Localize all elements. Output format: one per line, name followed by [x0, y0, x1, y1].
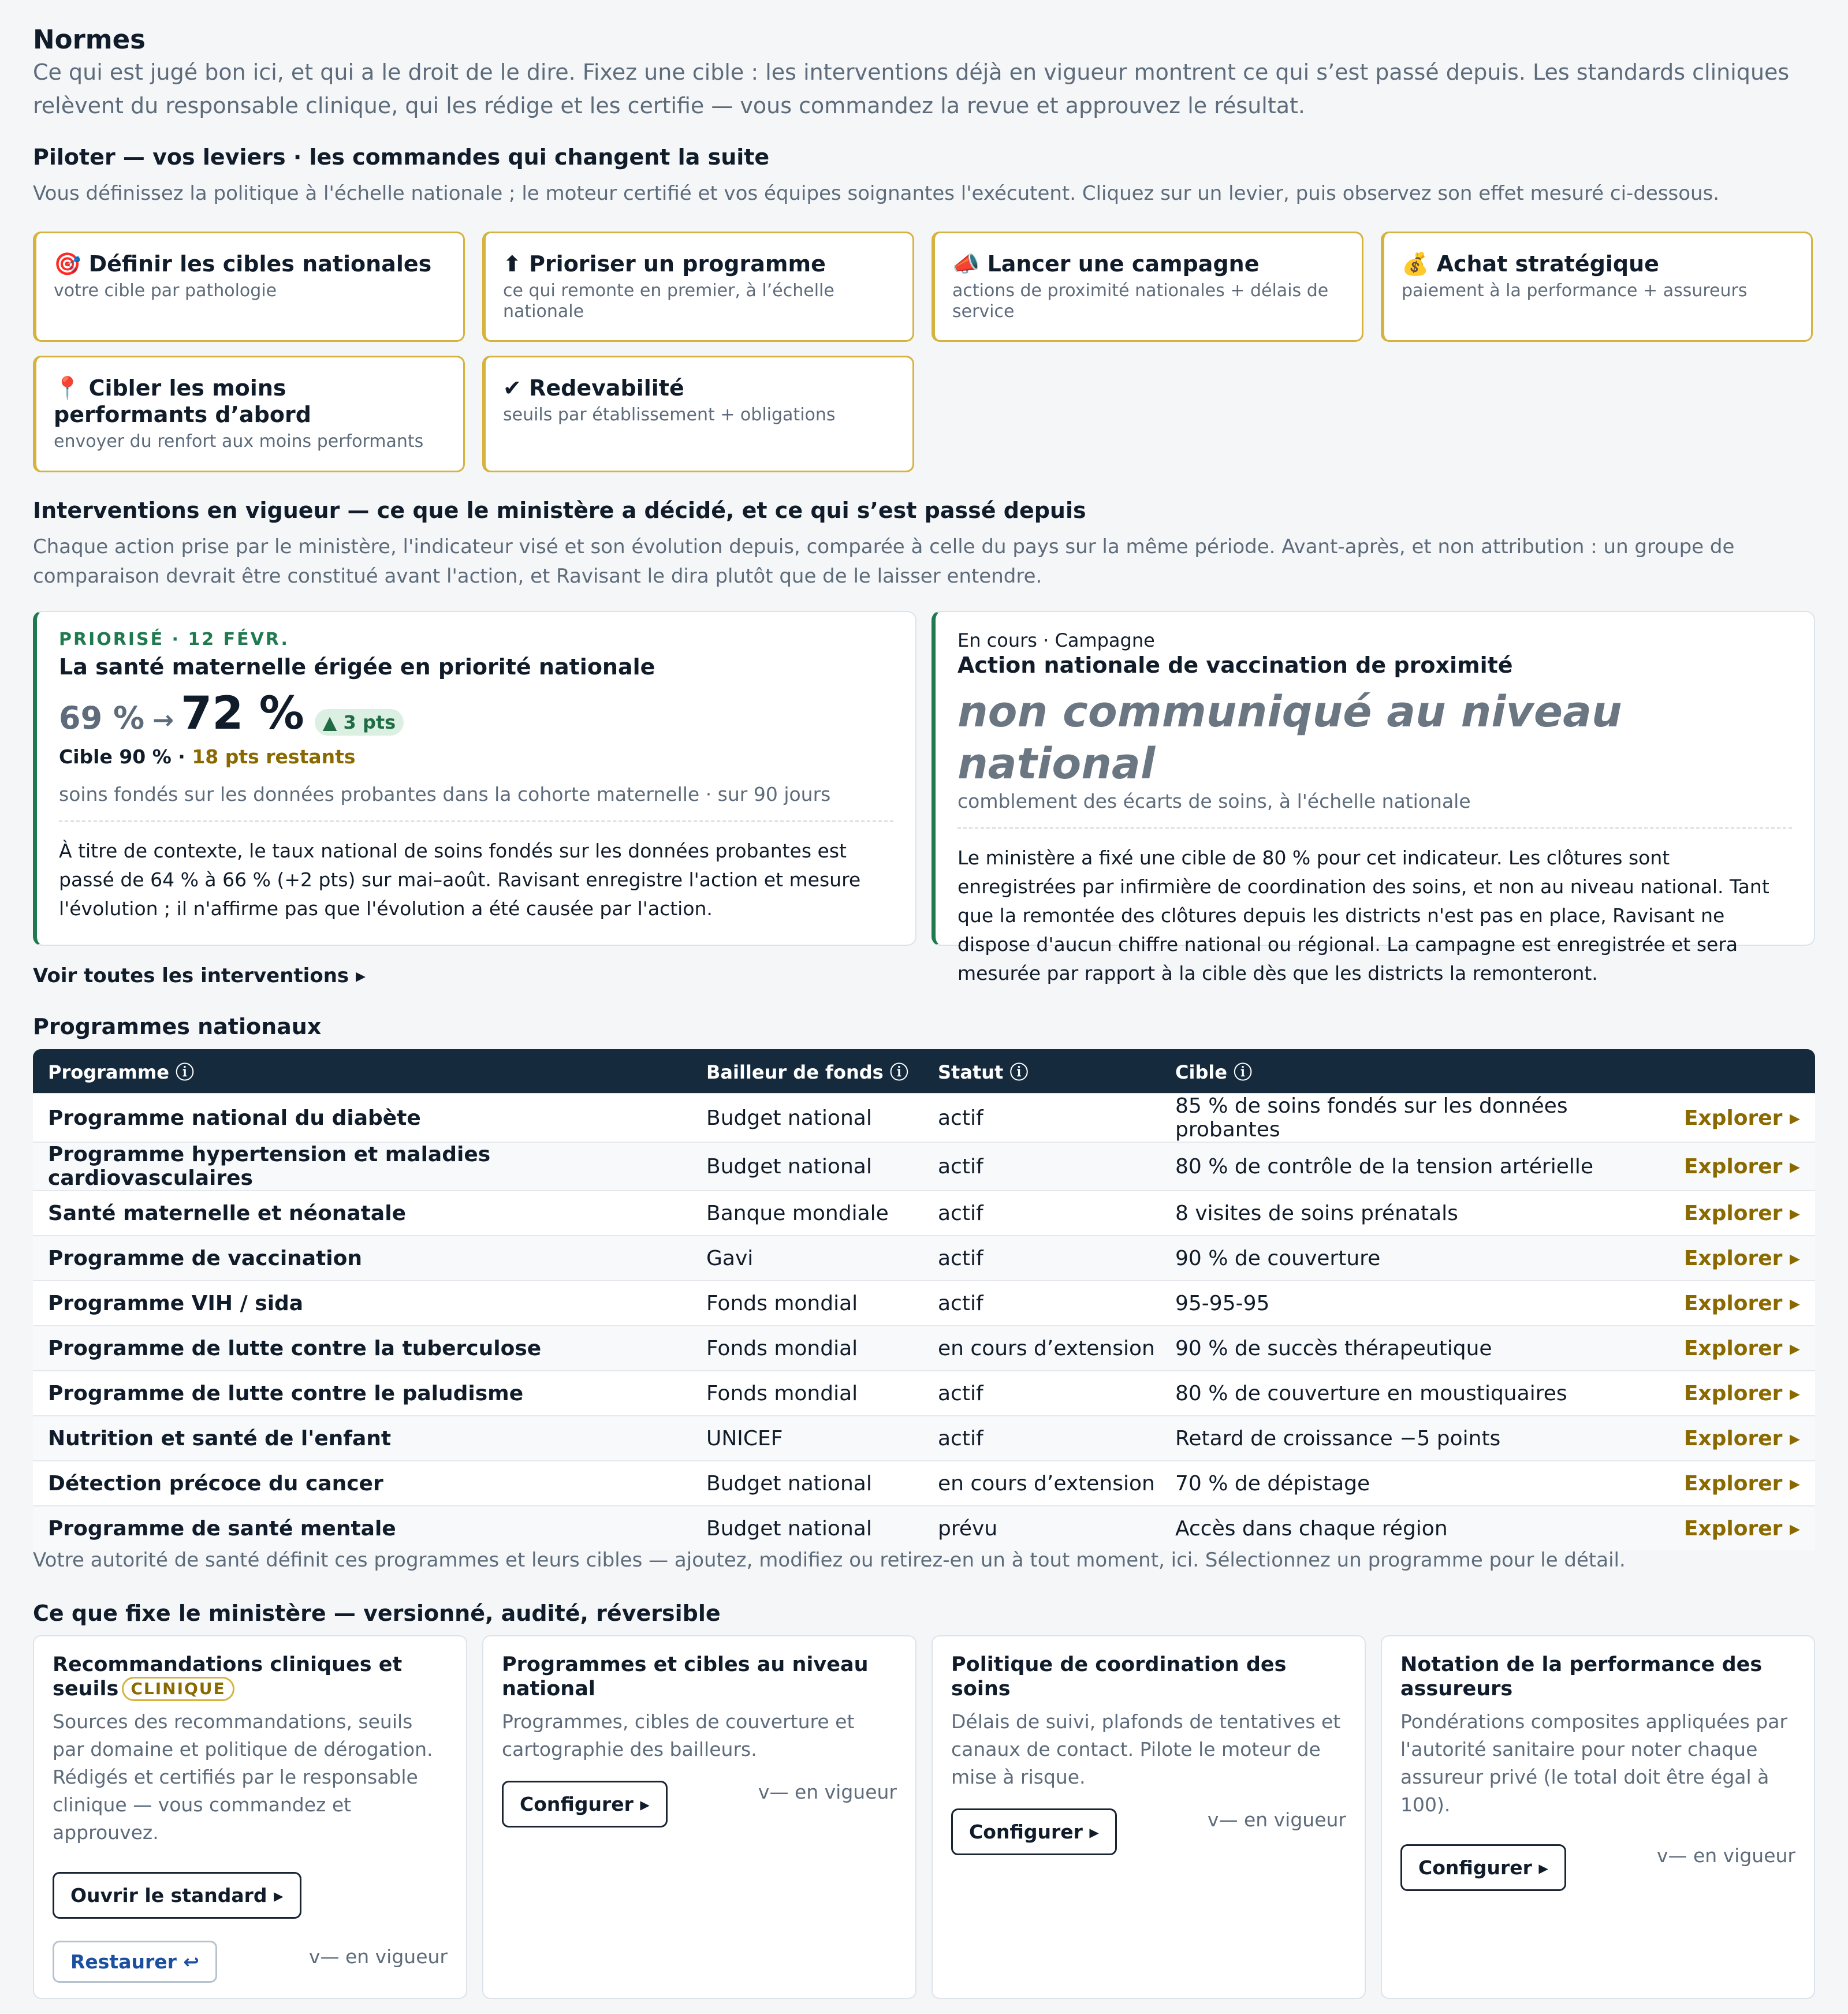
lever-desc: envoyer du renfort aux moins performants: [54, 431, 424, 452]
levers-heading: Piloter — vos leviers · les commandes qui changent la suite: [33, 144, 770, 170]
table-row[interactable]: [33, 1094, 1815, 1142]
programmes-heading: Programmes nationaux: [33, 1014, 322, 1039]
table-row[interactable]: [33, 1371, 1815, 1416]
policy-card-programmes-targets: [482, 1635, 916, 1999]
remaining-points: 18 pts restants: [192, 745, 356, 768]
explore-link[interactable]: Explorer ▸: [1667, 1094, 1815, 1142]
lever-label: Achat stratégique: [1436, 251, 1659, 277]
money-bag-icon: 💰: [1402, 251, 1429, 277]
policy-card-title: Notation de la performance des assureurs: [1400, 1653, 1763, 1700]
lever-desc: actions de proximité nationales + délais de service: [952, 281, 1329, 322]
explore-link[interactable]: Explorer ▸: [1667, 1461, 1815, 1506]
programme-name: Nutrition et santé de l'enfant: [33, 1416, 691, 1461]
policy-card-care-coordination: [932, 1635, 1366, 1999]
value-after: 72 %: [180, 688, 304, 740]
programme-name: Programme VIH / sida: [33, 1281, 691, 1326]
configure-button[interactable]: Configurer ▸: [1400, 1844, 1566, 1891]
programme-name: Programme national du diabète: [33, 1094, 691, 1142]
indicator-description: comblement des écarts de soins, à l'échelle nationale: [957, 790, 1792, 829]
funder-cell: Budget national: [691, 1094, 923, 1142]
funder-cell: Gavi: [691, 1236, 923, 1281]
column-header-status[interactable]: Statut ⓘ: [923, 1049, 1160, 1094]
table-row[interactable]: [33, 1236, 1815, 1281]
lever-target-low-performers[interactable]: [33, 356, 465, 472]
version-label: v— en vigueur: [308, 1945, 448, 1968]
explore-link[interactable]: Explorer ▸: [1667, 1506, 1815, 1550]
table-row[interactable]: [33, 1461, 1815, 1506]
programme-name: Santé maternelle et néonatale: [33, 1191, 691, 1236]
target-line: [59, 745, 893, 768]
target-value: Cible 90 %: [59, 745, 172, 768]
policy-card-insurer-scoring: [1381, 1635, 1815, 1999]
status-cell: prévu: [923, 1506, 1160, 1550]
programme-name: Programme hypertension et maladies cardiovasculaires: [33, 1142, 691, 1191]
policy-card-description: Programmes, cibles de couverture et cartographie des bailleurs.: [502, 1710, 855, 1761]
target-cell: 80 % de contrôle de la tension artérielle: [1160, 1142, 1667, 1191]
funder-cell: UNICEF: [691, 1416, 923, 1461]
check-icon: ✔: [503, 375, 521, 401]
policy-card-clinical-guidelines: [33, 1635, 467, 1999]
explore-link[interactable]: Explorer ▸: [1667, 1142, 1815, 1191]
table-row[interactable]: [33, 1416, 1815, 1461]
table-row[interactable]: [33, 1281, 1815, 1326]
status-cell: en cours d’extension: [923, 1461, 1160, 1506]
status-cell: actif: [923, 1371, 1160, 1416]
interventions-heading: Interventions en vigueur — ce que le ministère a décidé, et ce qui s’est passé depuis: [33, 498, 1086, 523]
explore-link[interactable]: Explorer ▸: [1667, 1326, 1815, 1371]
funder-cell: Fonds mondial: [691, 1371, 923, 1416]
programme-name: Programme de lutte contre la tuberculose: [33, 1326, 691, 1371]
funder-cell: Banque mondiale: [691, 1191, 923, 1236]
lever-accountability[interactable]: [482, 356, 914, 472]
see-all-interventions-link[interactable]: Voir toutes les interventions ▸: [33, 964, 366, 987]
funder-cell: Budget national: [691, 1461, 923, 1506]
page-intro: Ce qui est jugé bon ici, et qui a le droit de le dire. Fixez une cible : les interventions déjà en vigueur montrent ce qui s’est passé depuis. Les standards cliniques relèvent du responsable clinique, qui les rédige et les certifie — vous commandez la revue et approuvez le résultat.: [33, 59, 1790, 118]
configure-button[interactable]: Configurer ▸: [502, 1781, 668, 1827]
target-cell: 80 % de couverture en moustiquaires: [1160, 1371, 1667, 1416]
lever-label: Cibler les moins performants d’abord: [54, 375, 311, 427]
intervention-tag: PRIORISÉ · 12 FÉVR.: [59, 629, 289, 650]
interventions-subtitle: Chaque action prise par le ministère, l'indicateur visé et son évolution depuis, comparée à celle du pays sur la même période. Avant-après, et non attribution : un groupe de comparaison devrait être constitué avant l'action, et Ravisant le dira plutôt que de le laisser entendre.: [33, 535, 1735, 588]
programme-name: Programme de santé mentale: [33, 1506, 691, 1550]
target-cell: Retard de croissance −5 points: [1160, 1416, 1667, 1461]
page-title: Normes: [33, 24, 146, 55]
policy-card-title: Politique de coordination des soins: [951, 1653, 1287, 1700]
target-cell: 90 % de couverture: [1160, 1236, 1667, 1281]
lever-label: Définir les cibles nationales: [88, 251, 432, 277]
table-row[interactable]: [33, 1142, 1815, 1191]
programme-name: Détection précoce du cancer: [33, 1461, 691, 1506]
configure-button[interactable]: Configurer ▸: [951, 1808, 1117, 1855]
lever-national-targets[interactable]: [33, 232, 465, 342]
value-before: 69 %: [59, 700, 145, 736]
lever-label: Lancer une campagne: [987, 251, 1260, 277]
indicator-change: [59, 688, 893, 740]
version-label: v— en vigueur: [1656, 1844, 1795, 1867]
table-row[interactable]: [33, 1326, 1815, 1371]
lever-strategic-purchasing[interactable]: [1381, 232, 1813, 342]
funder-cell: Fonds mondial: [691, 1326, 923, 1371]
explore-link[interactable]: Explorer ▸: [1667, 1191, 1815, 1236]
explore-link[interactable]: Explorer ▸: [1667, 1371, 1815, 1416]
clinical-badge: CLINIQUE: [122, 1677, 234, 1701]
levers-subtitle: Vous définissez la politique à l'échelle nationale ; le moteur certifié et vos équipes soignantes l'exécutent. Cliquez sur un levier, puis observez son effet mesuré ci-dessous.: [33, 182, 1720, 205]
arrow-right-icon: →: [152, 706, 174, 735]
column-header-programme[interactable]: Programme ⓘ: [33, 1049, 691, 1094]
status-cell: actif: [923, 1142, 1160, 1191]
programmes-footnote: Votre autorité de santé définit ces programmes et leurs cibles — ajoutez, modifiez ou retirez-en un à tout moment, ici. Sélectionnez un programme pour le détail.: [33, 1549, 1626, 1572]
programme-name: Programme de vaccination: [33, 1236, 691, 1281]
status-cell: actif: [923, 1191, 1160, 1236]
funder-cell: Budget national: [691, 1142, 923, 1191]
context-note: À titre de contexte, le taux national de soins fondés sur les données probantes est passé de 64 % à 66 % (+2 pts) sur mai–août. Ravisant enregistre l'action et mesure l'évolution ; il n'affirme pas que l'évolution a été causée par l'action.: [59, 840, 861, 920]
lever-label: Redevabilité: [529, 375, 684, 401]
separator: ·: [171, 745, 192, 768]
explore-link[interactable]: Explorer ▸: [1667, 1416, 1815, 1461]
status-cell: actif: [923, 1416, 1160, 1461]
table-header-row: [33, 1049, 1815, 1094]
table-row[interactable]: [33, 1191, 1815, 1236]
value-not-reported: non communiqué au niveau national: [957, 687, 1622, 789]
intervention-card-maternal[interactable]: [33, 611, 916, 946]
lever-desc: ce qui remonte en premier, à l’échelle nationale: [503, 281, 834, 322]
funder-cell: Fonds mondial: [691, 1281, 923, 1326]
column-header-target[interactable]: Cible ⓘ: [1160, 1049, 1667, 1094]
status-cell: en cours d’extension: [923, 1326, 1160, 1371]
lever-label: Prioriser un programme: [529, 251, 826, 277]
version-label: v— en vigueur: [758, 1781, 897, 1803]
context-note: Le ministère a fixé une cible de 80 % pour cet indicateur. Les clôtures sont enregistrées par infirmière de coordination des soins, et non au niveau national. Tant que la remontée des clôtures depuis les districts n'est pas en place, Ravisant ne dispose d'aucun chiffre national ou régional. La campagne est enregistrée et sera mesurée par rapport à la cible dès que les districts la remonteront.: [957, 846, 1769, 984]
funder-cell: Budget national: [691, 1506, 923, 1550]
target-cell: 95-95-95: [1160, 1281, 1667, 1326]
programme-name: Programme de lutte contre le paludisme: [33, 1371, 691, 1416]
explore-link[interactable]: Explorer ▸: [1667, 1236, 1815, 1281]
version-label: v— en vigueur: [1207, 1808, 1346, 1831]
policy-card-description: Pondérations composites appliquées par l'autorité sanitaire pour noter chaque assureur privé (le total doit être égal à 100).: [1400, 1710, 1788, 1816]
policy-card-title: Recommandations cliniques et seuils: [53, 1653, 403, 1700]
target-cell: 8 visites de soins prénatals: [1160, 1191, 1667, 1236]
indicator-description: soins fondés sur les données probantes dans la cohorte maternelle · sur 90 jours: [59, 783, 893, 822]
delta-badge: ▲ 3 pts: [315, 709, 404, 736]
intervention-status: En cours · Campagne: [957, 629, 1155, 651]
intervention-title: La santé maternelle érigée en priorité nationale: [59, 654, 655, 680]
table-row[interactable]: [33, 1506, 1815, 1550]
policy-card-description: Sources des recommandations, seuils par domaine et politique de dérogation. Rédigés et certifiés par le responsable clinique — vous commandez et approuvez.: [53, 1710, 433, 1844]
open-standard-button[interactable]: Ouvrir le standard ▸: [53, 1872, 301, 1919]
megaphone-icon: 📣: [952, 251, 980, 277]
status-cell: actif: [923, 1094, 1160, 1142]
target-icon: 🎯: [54, 251, 81, 277]
pin-icon: 📍: [54, 375, 81, 401]
target-cell: 90 % de succès thérapeutique: [1160, 1326, 1667, 1371]
lever-desc: votre cible par pathologie: [54, 281, 277, 301]
policy-heading: Ce que fixe le ministère — versionné, audité, réversible: [33, 1601, 721, 1626]
arrow-up-icon: ⬆: [503, 251, 521, 277]
status-cell: actif: [923, 1281, 1160, 1326]
intervention-card-vaccination[interactable]: [932, 611, 1815, 984]
policy-card-title: Programmes et cibles au niveau national: [502, 1653, 869, 1700]
restore-button[interactable]: Restaurer ↩: [53, 1941, 217, 1983]
lever-prioritize-programme[interactable]: [482, 232, 914, 342]
explore-link[interactable]: Explorer ▸: [1667, 1281, 1815, 1326]
policy-card-description: Délais de suivi, plafonds de tentatives et canaux de contact. Pilote le moteur de mise à risque.: [951, 1710, 1341, 1788]
lever-desc: seuils par établissement + obligations: [503, 405, 836, 425]
target-cell: 70 % de dépistage: [1160, 1461, 1667, 1506]
intervention-title: Action nationale de vaccination de proximité: [957, 652, 1513, 678]
programmes-table: [33, 1049, 1815, 1550]
target-cell: 85 % de soins fondés sur les données probantes: [1160, 1094, 1667, 1142]
target-cell: Accès dans chaque région: [1160, 1506, 1667, 1550]
status-cell: actif: [923, 1236, 1160, 1281]
lever-desc: paiement à la performance + assureurs: [1402, 281, 1748, 301]
column-header-actions: [1667, 1049, 1815, 1094]
lever-launch-campaign[interactable]: [932, 232, 1363, 342]
column-header-funder[interactable]: Bailleur de fonds ⓘ: [691, 1049, 923, 1094]
